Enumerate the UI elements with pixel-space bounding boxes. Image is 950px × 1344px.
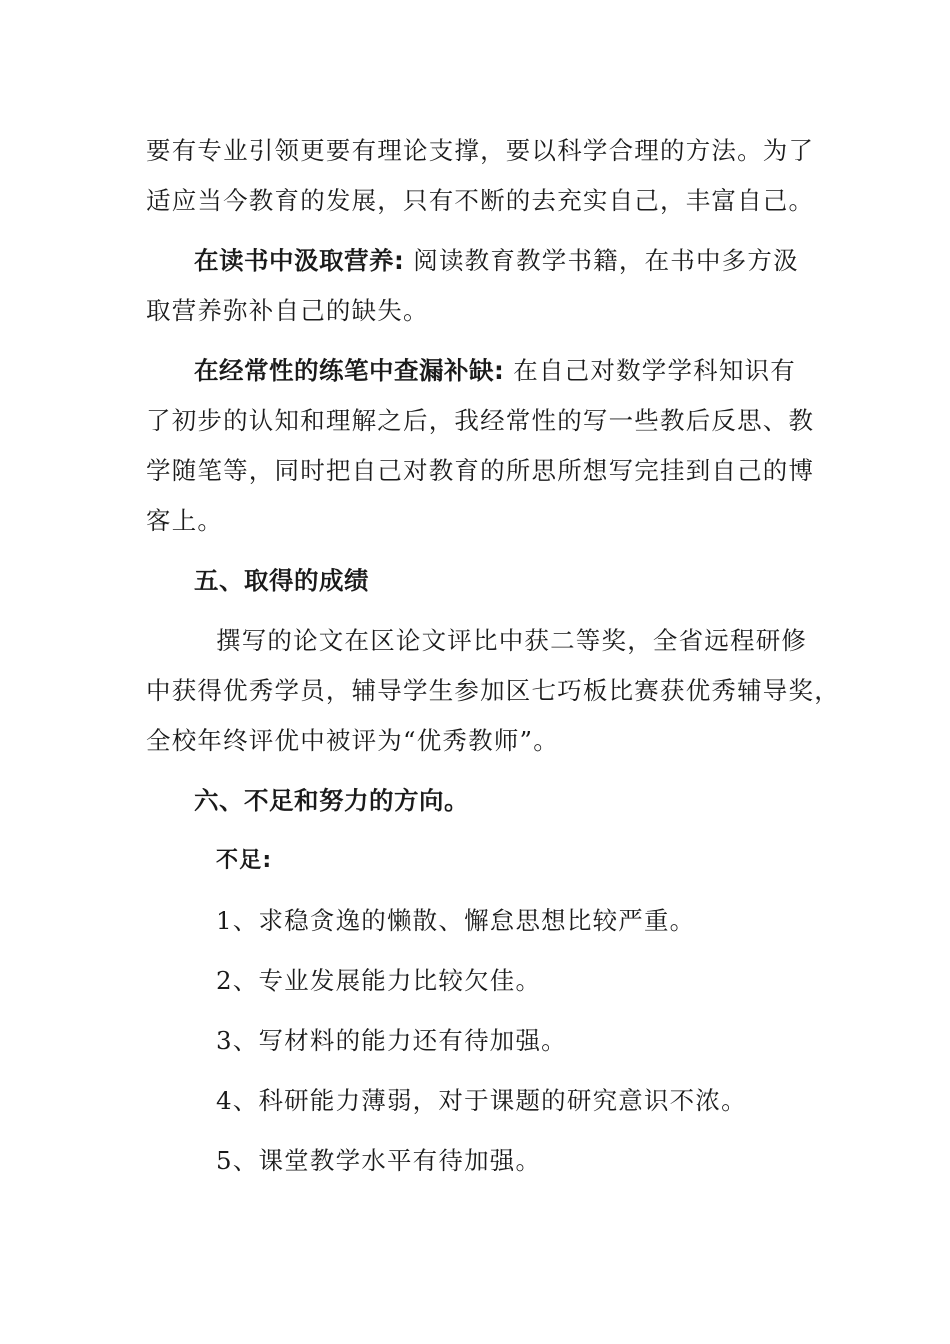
subheading-shortcomings: 不足: <box>216 848 273 873</box>
paragraph-line: 全校年终评优中被评为“优秀教师”。 <box>146 726 559 755</box>
section-heading-shortcomings: 六、不足和努力的方向。 <box>194 786 469 815</box>
paragraph-line: 客上。 <box>146 506 224 535</box>
reading-text: 阅读教育教学书籍，在书中多方汲 <box>404 246 799 275</box>
document-body <box>146 126 840 1186</box>
list-item: 1、求稳贪逸的懒散、懈怠思想比较严重。 <box>216 906 696 935</box>
paragraph-line: 中获得优秀学员，辅导学生参加区七巧板比赛获优秀辅导奖， <box>146 676 840 705</box>
list-item: 3、写材料的能力还有待加强。 <box>216 1026 567 1055</box>
paragraph-line: 适应当今教育的发展，只有不断的去充实自己，丰富自己。 <box>146 186 815 215</box>
list-item: 2、专业发展能力比较欠佳。 <box>216 966 542 995</box>
paragraph-line: 学随笔等，同时把自己对教育的所思所想写完挂到自己的博 <box>146 456 815 485</box>
reading-paragraph <box>146 236 826 286</box>
paragraph-line: 了初步的认知和理解之后，我经常性的写一些教后反思、教 <box>146 406 815 435</box>
list-item: 4、科研能力薄弱，对于课题的研究意识不浓。 <box>216 1086 747 1115</box>
writing-text: 在自己对数学学科知识有 <box>504 356 796 385</box>
reading-label: 在读书中汲取营养: <box>194 246 405 275</box>
paragraph-line: 取营养弥补自己的缺失。 <box>146 296 429 325</box>
list-item: 5、课堂教学水平有待加强。 <box>216 1146 542 1175</box>
writing-label: 在经常性的练笔中查漏补缺: <box>194 356 505 385</box>
section-heading-achievements: 五、取得的成绩 <box>194 566 369 595</box>
paragraph-line: 要有专业引领更要有理论支撑，要以科学合理的方法。为了 <box>146 136 815 165</box>
writing-paragraph <box>146 346 826 396</box>
paragraph-line: 撰写的论文在区论文评比中获二等奖，全省远程研修 <box>216 626 808 655</box>
